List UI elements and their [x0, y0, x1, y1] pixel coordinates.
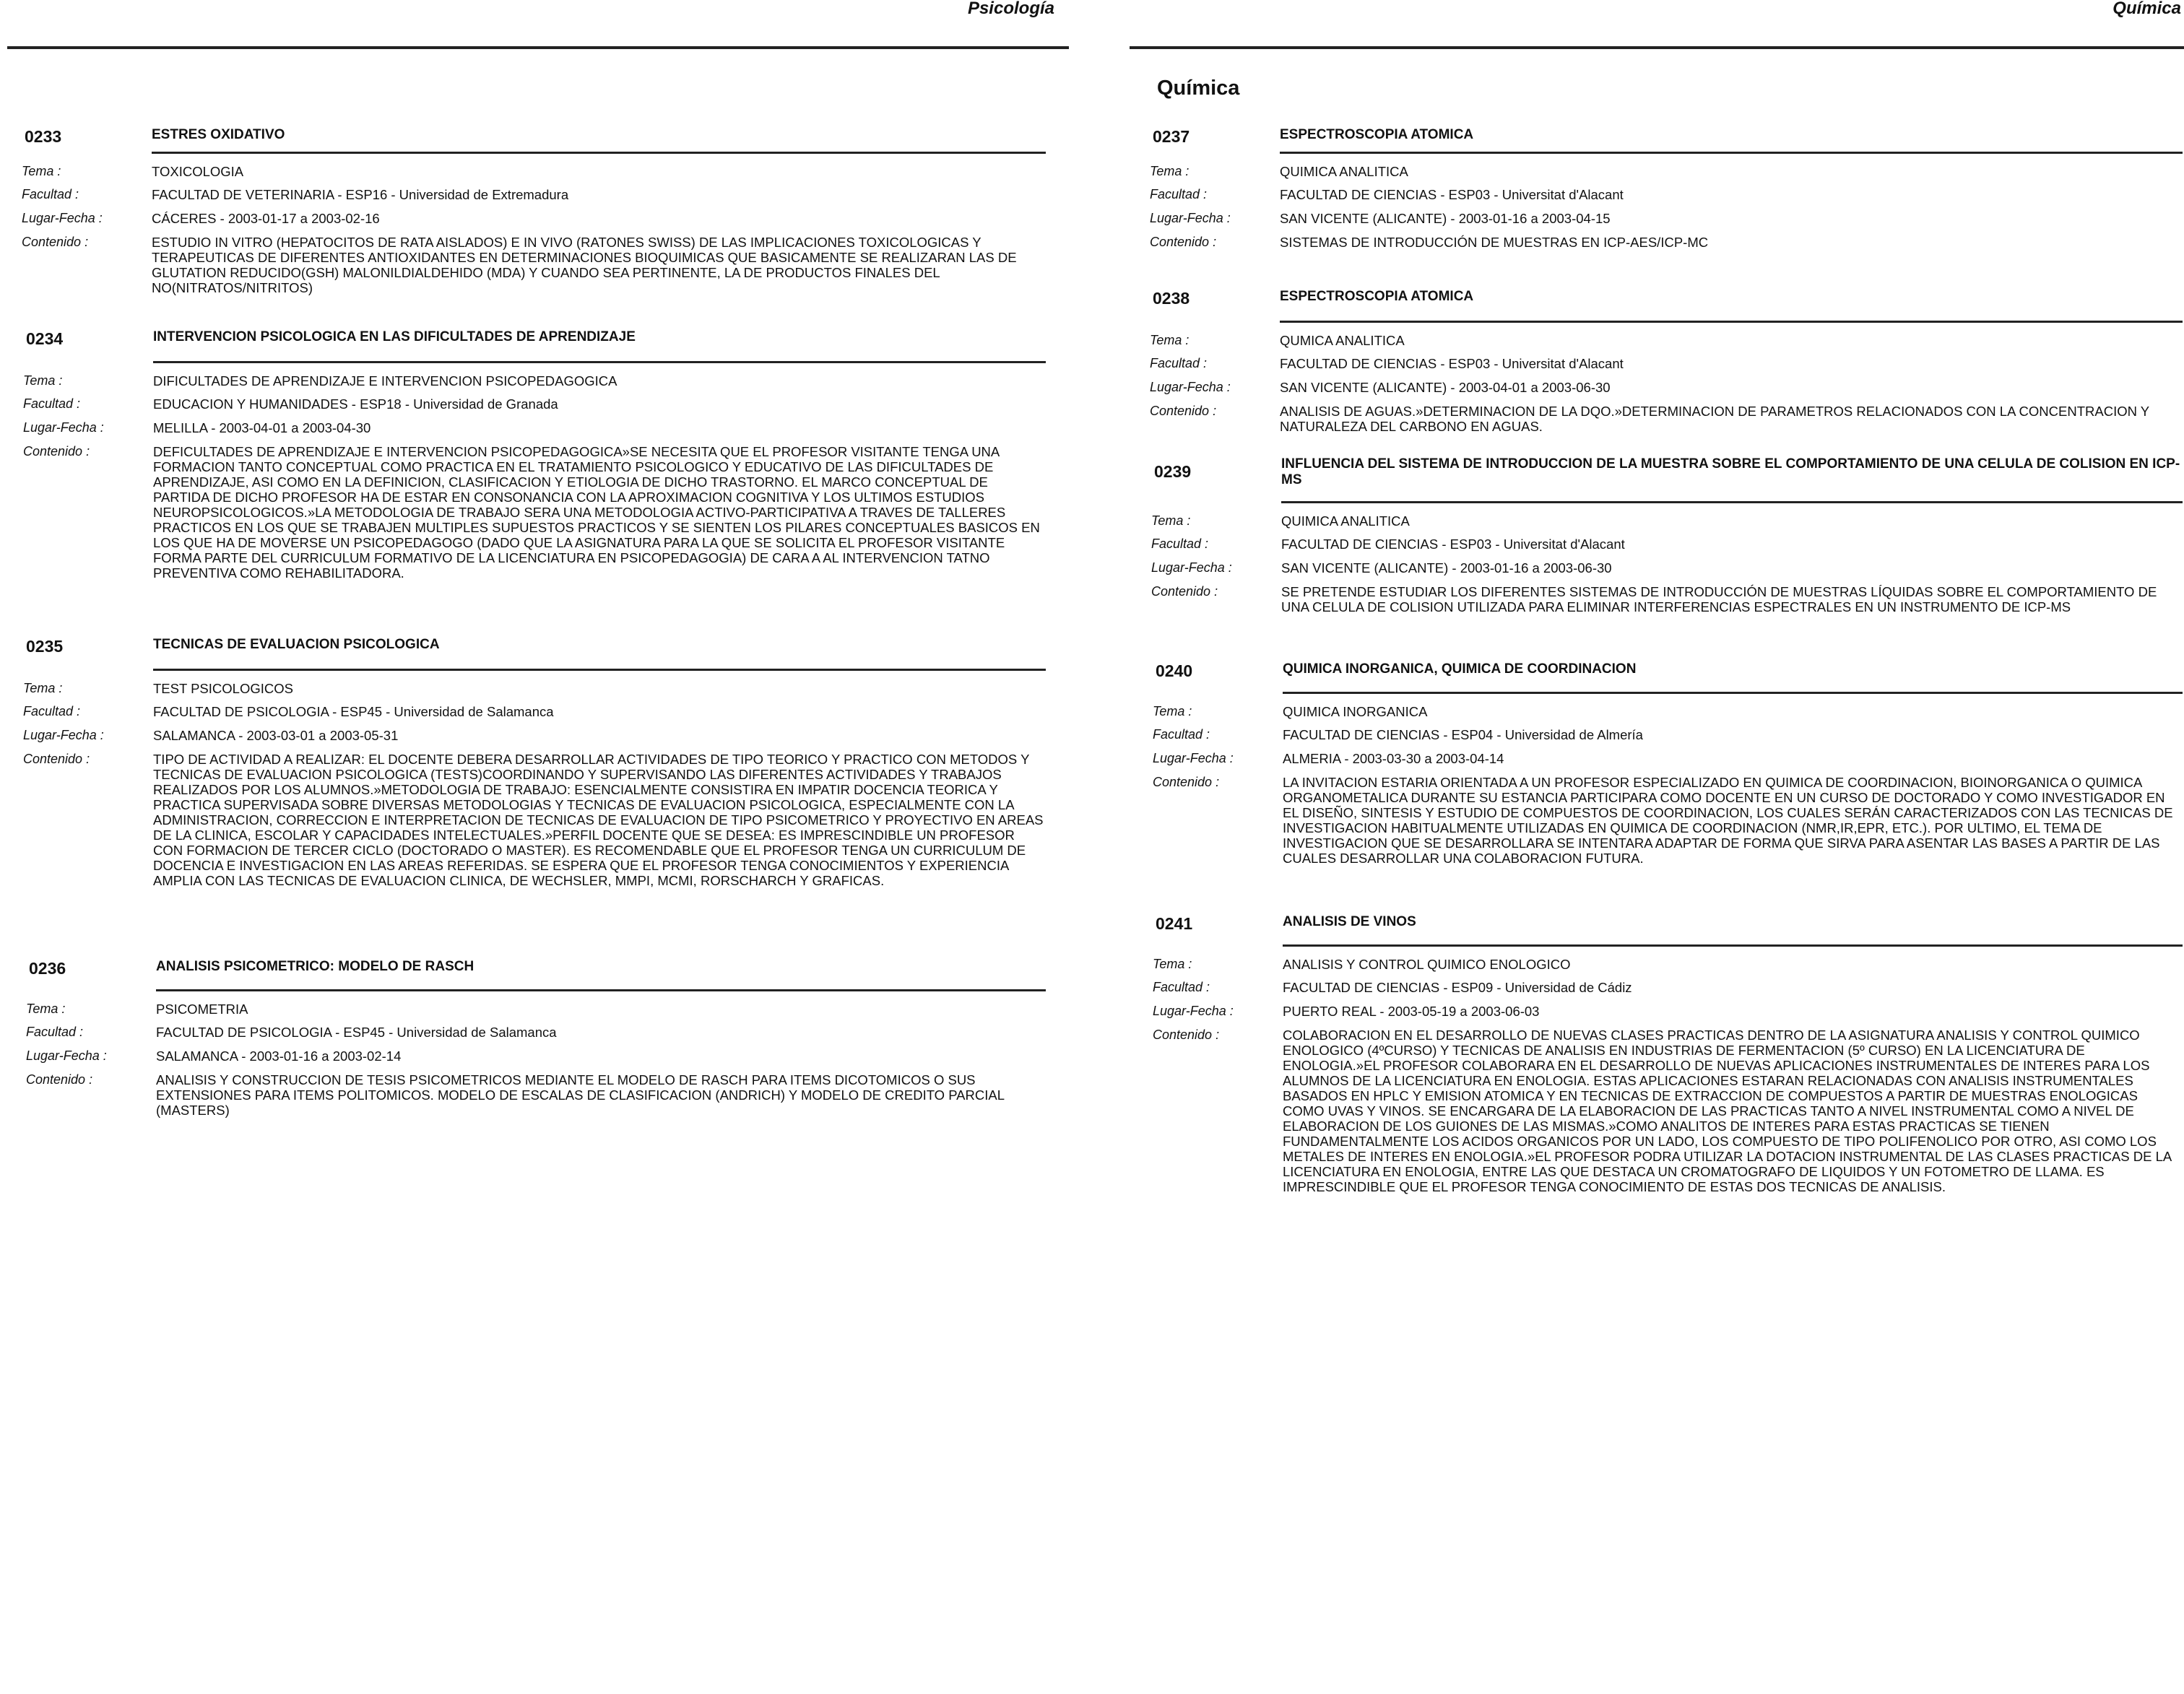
entry-code: 0234: [26, 329, 64, 348]
lugar-fecha-value: MELILLA - 2003-04-01 a 2003-04-30: [153, 420, 371, 435]
entry-title: ANALISIS DE VINOS: [1283, 914, 1416, 929]
entry-code: 0236: [29, 959, 66, 978]
entry-title: ESPECTROSCOPIA ATOMICA: [1280, 127, 1474, 142]
entry-code: 0233: [25, 127, 62, 146]
contenido-label: Contenido :: [22, 235, 89, 249]
lugar-fecha-value: PUERTO REAL - 2003-05-19 a 2003-06-03: [1283, 1004, 1540, 1019]
contenido-value: SE PRETENDE ESTUDIAR LOS DIFERENTES SISTEMAS DE INTRODUCCIÓN DE MUESTRAS LÍQUIDAS SOBRE EL COMPORTAMIENTO DE UNA CELULA DE COLISION UTILIZADA PARA ELIMINAR INTERFERENCIAS ESPECTRALES EN UN INSTRUMENTO DE ICP-MS: [1281, 584, 2157, 614]
tema-value: ANALISIS Y CONTROL QUIMICO ENOLOGICO: [1283, 957, 1571, 972]
contenido-label: Contenido :: [23, 752, 90, 766]
contenido-label: Contenido :: [1150, 235, 1217, 249]
lugar-fecha-label: Lugar-Fecha :: [1151, 560, 1232, 575]
contenido-value: SISTEMAS DE INTRODUCCIÓN DE MUESTRAS EN ICP-AES/ICP-MC: [1280, 235, 1709, 250]
facultad-value: FACULTAD DE CIENCIAS - ESP03 - Universitat d'Alacant: [1280, 356, 1624, 371]
section-title: Química: [1157, 77, 1240, 100]
entry-code: 0241: [1156, 914, 1193, 933]
facultad-label: Facultad :: [23, 396, 81, 411]
contenido-label: Contenido :: [1151, 584, 1218, 599]
contenido-value: ESTUDIO IN VITRO (HEPATOCITOS DE RATA AISLADOS) E IN VIVO (RATONES SWISS) DE LAS IMPLICACIONES TOXICOLOGICAS Y TERAPEUTICAS DE DIFERENTES ANTIOXIDANTES EN DETERMINACIONES BIOQUIMICAS QUE BASICAMENTE SE REALIZARAN LAS DE GLUTATION REDUCIDO(GSH) MALONILDIALDEHIDO (MDA) Y CUANDO SEA PERTINENTE, LA DE PRODUCTOS FINALES DEL NO(NITRATOS/NITRITOS): [152, 235, 1017, 295]
entry-title: TECNICAS DE EVALUACION PSICOLOGICA: [153, 637, 440, 652]
entry-title: ESTRES OXIDATIVO: [152, 127, 285, 142]
contenido-label: Contenido :: [1153, 1028, 1220, 1042]
lugar-fecha-value: SAN VICENTE (ALICANTE) - 2003-04-01 a 2003-06-30: [1280, 380, 1611, 395]
facultad-label: Facultad :: [23, 704, 81, 718]
facultad-value: FACULTAD DE PSICOLOGIA - ESP45 - Universidad de Salamanca: [156, 1025, 557, 1040]
lugar-fecha-value: CÁCERES - 2003-01-17 a 2003-02-16: [152, 211, 380, 226]
facultad-value: FACULTAD DE CIENCIAS - ESP03 - Universitat d'Alacant: [1281, 537, 1625, 552]
tema-label: Tema :: [1151, 513, 1191, 528]
entry-rule: [1281, 501, 2183, 503]
entry-code: 0239: [1154, 462, 1192, 481]
tema-value: QUIMICA ANALITICA: [1281, 513, 1410, 529]
running-head-psicologia: Psicología: [967, 0, 1054, 18]
contenido-label: Contenido :: [23, 444, 90, 459]
entry-0235: [22, 637, 1046, 888]
contenido-value: LA INVITACION ESTARIA ORIENTADA A UN PROFESOR ESPECIALIZADO EN QUIMICA DE COORDINACION, BIOINORGANICA O QUIMICA ORGANOMETALICA DURANTE SU ESTANCIA PARTICIPARA COMO DOCENTE EN UN CURSO DE DOCTORADO Y COMO INVESTIGADOR EN EL DISEÑO, SINTESIS Y ESTUDIO DE COMPUESTOS DE COORDINACION, LOS CUALES SERÁN CARACTERIZADOS CON LAS TECNICAS DE INVESTIGACION HABITUALMENTE UTILIZADAS EN QUIMICA DE COORDINACION (NMR,IR,EPR, ETC.). POR ULTIMO, EL TEMA DE INVESTIGACION QUE SE DESARROLLARA SE INTENTARA ADAPTAR DE FORMA QUE SIRVA PARA ASENTAR LAS BASES A PARTIR DE LAS CUALES DESARROLLAR UNA COLABORACION FUTURA.: [1283, 775, 2173, 866]
lugar-fecha-value: SALAMANCA - 2003-01-16 a 2003-02-14: [156, 1048, 402, 1064]
tema-value: QUIMICA ANALITICA: [1280, 164, 1408, 179]
facultad-label: Facultad :: [22, 187, 79, 201]
contenido-value: ANALISIS DE AGUAS.»DETERMINACION DE LA DQO.»DETERMINACION DE PARAMETROS RELACIONADOS CON LA CONCENTRACION Y NATURALEZA DEL CARBONO EN AGUAS.: [1280, 404, 2149, 434]
entry-0233: [20, 127, 1046, 295]
tema-label: Tema :: [26, 1002, 66, 1016]
entry-0236: [25, 959, 1046, 1118]
lugar-fecha-label: Lugar-Fecha :: [1153, 1004, 1234, 1018]
lugar-fecha-value: ALMERIA - 2003-03-30 a 2003-04-14: [1283, 751, 1504, 766]
tema-label: Tema :: [1150, 333, 1190, 347]
tema-label: Tema :: [1153, 957, 1192, 971]
entry-0234: [22, 329, 1046, 581]
lugar-fecha-label: Lugar-Fecha :: [1150, 380, 1231, 394]
tema-label: Tema :: [1150, 164, 1190, 178]
lugar-fecha-label: Lugar-Fecha :: [1153, 751, 1234, 765]
facultad-label: Facultad :: [1153, 980, 1210, 994]
lugar-fecha-label: Lugar-Fecha :: [23, 420, 104, 435]
entry-title: INFLUENCIA DEL SISTEMA DE INTRODUCCION DE LA MUESTRA SOBRE EL COMPORTAMIENTO DE UNA CELULA DE COLISION EN ICP-MS: [1281, 456, 2180, 487]
contenido-label: Contenido :: [26, 1072, 93, 1087]
tema-value: PSICOMETRIA: [156, 1002, 248, 1017]
facultad-value: FACULTAD DE CIENCIAS - ESP04 - Universidad de Almería: [1283, 727, 1643, 742]
entry-0239: [1150, 456, 2183, 614]
tema-value: TEST PSICOLOGICOS: [153, 681, 293, 696]
facultad-label: Facultad :: [1151, 537, 1209, 551]
top-rule: [1130, 46, 2184, 49]
facultad-label: Facultad :: [26, 1025, 84, 1039]
contenido-label: Contenido :: [1150, 404, 1217, 418]
facultad-value: EDUCACION Y HUMANIDADES - ESP18 - Universidad de Granada: [153, 396, 558, 412]
lugar-fecha-value: SAN VICENTE (ALICANTE) - 2003-01-16 a 2003-04-15: [1280, 211, 1611, 226]
lugar-fecha-value: SAN VICENTE (ALICANTE) - 2003-01-16 a 2003-06-30: [1281, 560, 1612, 575]
tema-label: Tema :: [1153, 704, 1192, 718]
facultad-value: FACULTAD DE PSICOLOGIA - ESP45 - Universidad de Salamanca: [153, 704, 554, 719]
running-head-quimica: Química: [2112, 0, 2181, 18]
lugar-fecha-label: Lugar-Fecha :: [22, 211, 103, 225]
left-page: [0, 0, 1069, 1694]
entry-title: INTERVENCION PSICOLOGICA EN LAS DIFICULTADES DE APRENDIZAJE: [153, 329, 636, 344]
entry-0240: [1151, 661, 2183, 866]
facultad-label: Facultad :: [1150, 356, 1208, 370]
lugar-fecha-label: Lugar-Fecha :: [1150, 211, 1231, 225]
contenido-value: ANALISIS Y CONSTRUCCION DE TESIS PSICOMETRICOS MEDIANTE EL MODELO DE RASCH PARA ITEMS DICOTOMICOS O SUS EXTENSIONES PARA ITEMS POLITOMICOS. MODELO DE ESCALAS DE CLASIFICACION (ANDRICH) Y MODELO DE CREDITO PARCIAL (MASTERS): [156, 1072, 1005, 1118]
tema-label: Tema :: [22, 164, 61, 178]
facultad-value: FACULTAD DE CIENCIAS - ESP03 - Universitat d'Alacant: [1280, 187, 1624, 202]
contenido-value: DEFICULTADES DE APRENDIZAJE E INTERVENCION PSICOPEDAGOGICA»SE NECESITA QUE EL PROFESOR VISITANTE TENGA UNA FORMACION TANTO CONCEPTUAL COMO PRACTICA EN EL TRATAMIENTO PSICOLOGICO Y EDUCATIVO DE LAS DIFICULTADES DE APRENDIZAJE, ASI COMO EN LA DEFINICION, CLASIFICACION Y ETIOLOGIA DE DICHO TRASTORNO. EL MARCO CONCEPTUAL DE PARTIDA DE DICHO PROFESOR HA DE ESTAR EN CONSONANCIA CON LA APROXIMACION COGNITIVA Y LOS ULTIMOS ESTUDIOS NEUROPSICOLOGICOS.»LA METODOLOGIA DE TRABAJO SERA UNA METODOLOGIA ACTIVO-PARTICIPATIVA A TRAVES DE TALLERES PRACTICOS EN LOS QUE SE TRABAJEN MULTIPLES SUPUESTOS PRACTICOS Y SE SIENTEN LOS PILARES CONCEPTUALES BASICOS EN LOS QUE HA DE MOVERSE UN PSICOPEDAGOGO (DADO QUE LA ASIGNATURA PARA LA QUE SE SOLICITA EL PROFESOR VISITANTE FORMA PARTE DEL CURRICULUM FORMATIVO DE LA LICENCIATURA EN PSICOPEDAGOGIA) DE CARA A AL INTERVENCION TATNO PREVENTIVA COMO REHABILITADORA.: [153, 444, 1040, 581]
facultad-value: FACULTAD DE CIENCIAS - ESP09 - Universidad de Cádiz: [1283, 980, 1632, 995]
entry-0237: [1148, 127, 2183, 250]
entry-title: ESPECTROSCOPIA ATOMICA: [1280, 289, 1474, 304]
contenido-value: COLABORACION EN EL DESARROLLO DE NUEVAS CLASES PRACTICAS DENTRO DE LA ASIGNATURA ANALISIS Y CONTROL QUIMICO ENOLOGICO (4ºCURSO) Y TECNICAS DE ANALISIS EN INDUSTRIAS DE FERMENTACION (5º CURSO) EN LA LICENCIATURA DE ENOLOGIA.»EL PROFESOR COLABORARA EN EL DESARROLLO DE NUEVAS APLICACIONES INSTRUMENTALES DE INTERES PARA LOS ALUMNOS DE LA LICENCIATURA EN ENOLOGIA. ESTAS APLICACIONES ESTARAN RELACIONADAS CON ANALISIS INSTRUMENTALES BASADOS EN HPLC Y EMISION ATOMICA Y EN TECNICAS DE EXTRACCION DE COMPUESTOS A PARTIR DE MUESTRAS ENOLOGICAS COMO UVAS Y VINOS. SE ENCARGARA DE LA ELABORACION DE LAS PRACTICAS TANTO A NIVEL INSTRUMENTAL COMO A NIVEL DE ELABORACION DE LOS GUIONES DE LAS MISMAS.»COMO ANALITOS DE INTERES PARA ESTAS PRACTICAS SE TIENEN FUNDAMENTALMENTE LOS ACIDOS ORGANICOS POR UN LADO, LOS COMPUESTO DE TIPO POLIFENOLICO POR OTRO, ASI COMO LOS METALES DE INTERES EN ENOLOGIA.»EL PROFESOR PODRA UTILIZAR LA DOTACION INSTRUMENTAL DE LAS CLASES PRACTICAS DE LA LICENCIATURA EN ENOLOGIA, ENTRE LAS QUE DESTACA UN CROMATOGRAFO DE LIQUIDOS Y UN FOTOMETRO DE LLAMA. ES IMPRESCINDIBLE QUE EL PROFESOR TENGA CONOCIMIENTO DE ESTAS DOS TECNICAS DE ANALISIS.: [1283, 1028, 2172, 1194]
lugar-fecha-label: Lugar-Fecha :: [23, 728, 104, 742]
entry-title: QUIMICA INORGANICA, QUIMICA DE COORDINACION: [1283, 661, 1637, 677]
facultad-label: Facultad :: [1153, 727, 1210, 742]
tema-value: TOXICOLOGIA: [152, 164, 244, 179]
entry-title: ANALISIS PSICOMETRICO: MODELO DE RASCH: [156, 959, 474, 974]
tema-label: Tema :: [23, 373, 63, 388]
top-rule: [7, 46, 1069, 49]
entry-code: 0240: [1156, 661, 1193, 680]
facultad-value: FACULTAD DE VETERINARIA - ESP16 - Universidad de Extremadura: [152, 187, 569, 202]
entry-code: 0237: [1153, 127, 1190, 146]
entry-code: 0235: [26, 637, 64, 656]
entry-0238: [1148, 289, 2183, 434]
tema-value: QUIMICA INORGANICA: [1283, 704, 1428, 719]
entry-0241: [1151, 914, 2183, 1194]
lugar-fecha-label: Lugar-Fecha :: [26, 1048, 107, 1063]
tema-label: Tema :: [23, 681, 63, 695]
entry-code: 0238: [1153, 289, 1190, 308]
contenido-value: TIPO DE ACTIVIDAD A REALIZAR: EL DOCENTE DEBERA DESARROLLAR ACTIVIDADES DE TIPO TEORICO Y PRACTICO CON METODOS Y TECNICAS DE EVALUACION PSICOLOGICA (TESTS)COORDINANDO Y SUPERVISANDO LAS DIFERENTES ACTIVIDADES Y TRABAJOS REALIZADOS POR LOS ALUMNOS.»METODOLOGIA DE TRABAJO: ESENCIALMENTE CONSISTIRA EN IMPATIR DOCENCIA TEORICA Y PRACTICA SUPERVISADA SOBRE DIVERSAS METODOLOGIAS Y TECNICAS DE EVALUACION PSICOLOGICA, ESPECIALMENTE CON LA ADMINISTRACION, CORRECCION E INTERPRETACION DE TECNICAS DE EVALUACION DE TIPO PSICOMETRICO Y PROYECTIVO EN AREAS DE LA CLINICA, ESCOLAR Y CAPACIDADES INTELECTUALES.»PERFIL DOCENTE QUE SE DESEA: ES IMPRESCINDIBLE UN PROFESOR CON FORMACION DE TERCER CICLO (DOCTORADO O MASTER). ES RECOMENDABLE QUE EL PROFESOR TENGA UN CURRICULUM DE DOCENCIA E INVESTIGACION EN LAS AREAS REFERIDAS. SE ESPERA QUE EL PROFESOR TENGA CONOCIMIENTOS Y EXPERIENCIA AMPLIA CON LAS TECNICAS DE EVALUACION CLINICA, DE WECHSLER, MMPI, MCMI, RORSCHARCH Y GRAFICAS.: [153, 752, 1044, 888]
tema-value: DIFICULTADES DE APRENDIZAJE E INTERVENCION PSICOPEDAGOGICA: [153, 373, 618, 388]
right-page: [1127, 0, 2184, 1694]
tema-value: QUMICA ANALITICA: [1280, 333, 1405, 348]
lugar-fecha-value: SALAMANCA - 2003-03-01 a 2003-05-31: [153, 728, 399, 743]
contenido-label: Contenido :: [1153, 775, 1220, 789]
facultad-label: Facultad :: [1150, 187, 1208, 201]
